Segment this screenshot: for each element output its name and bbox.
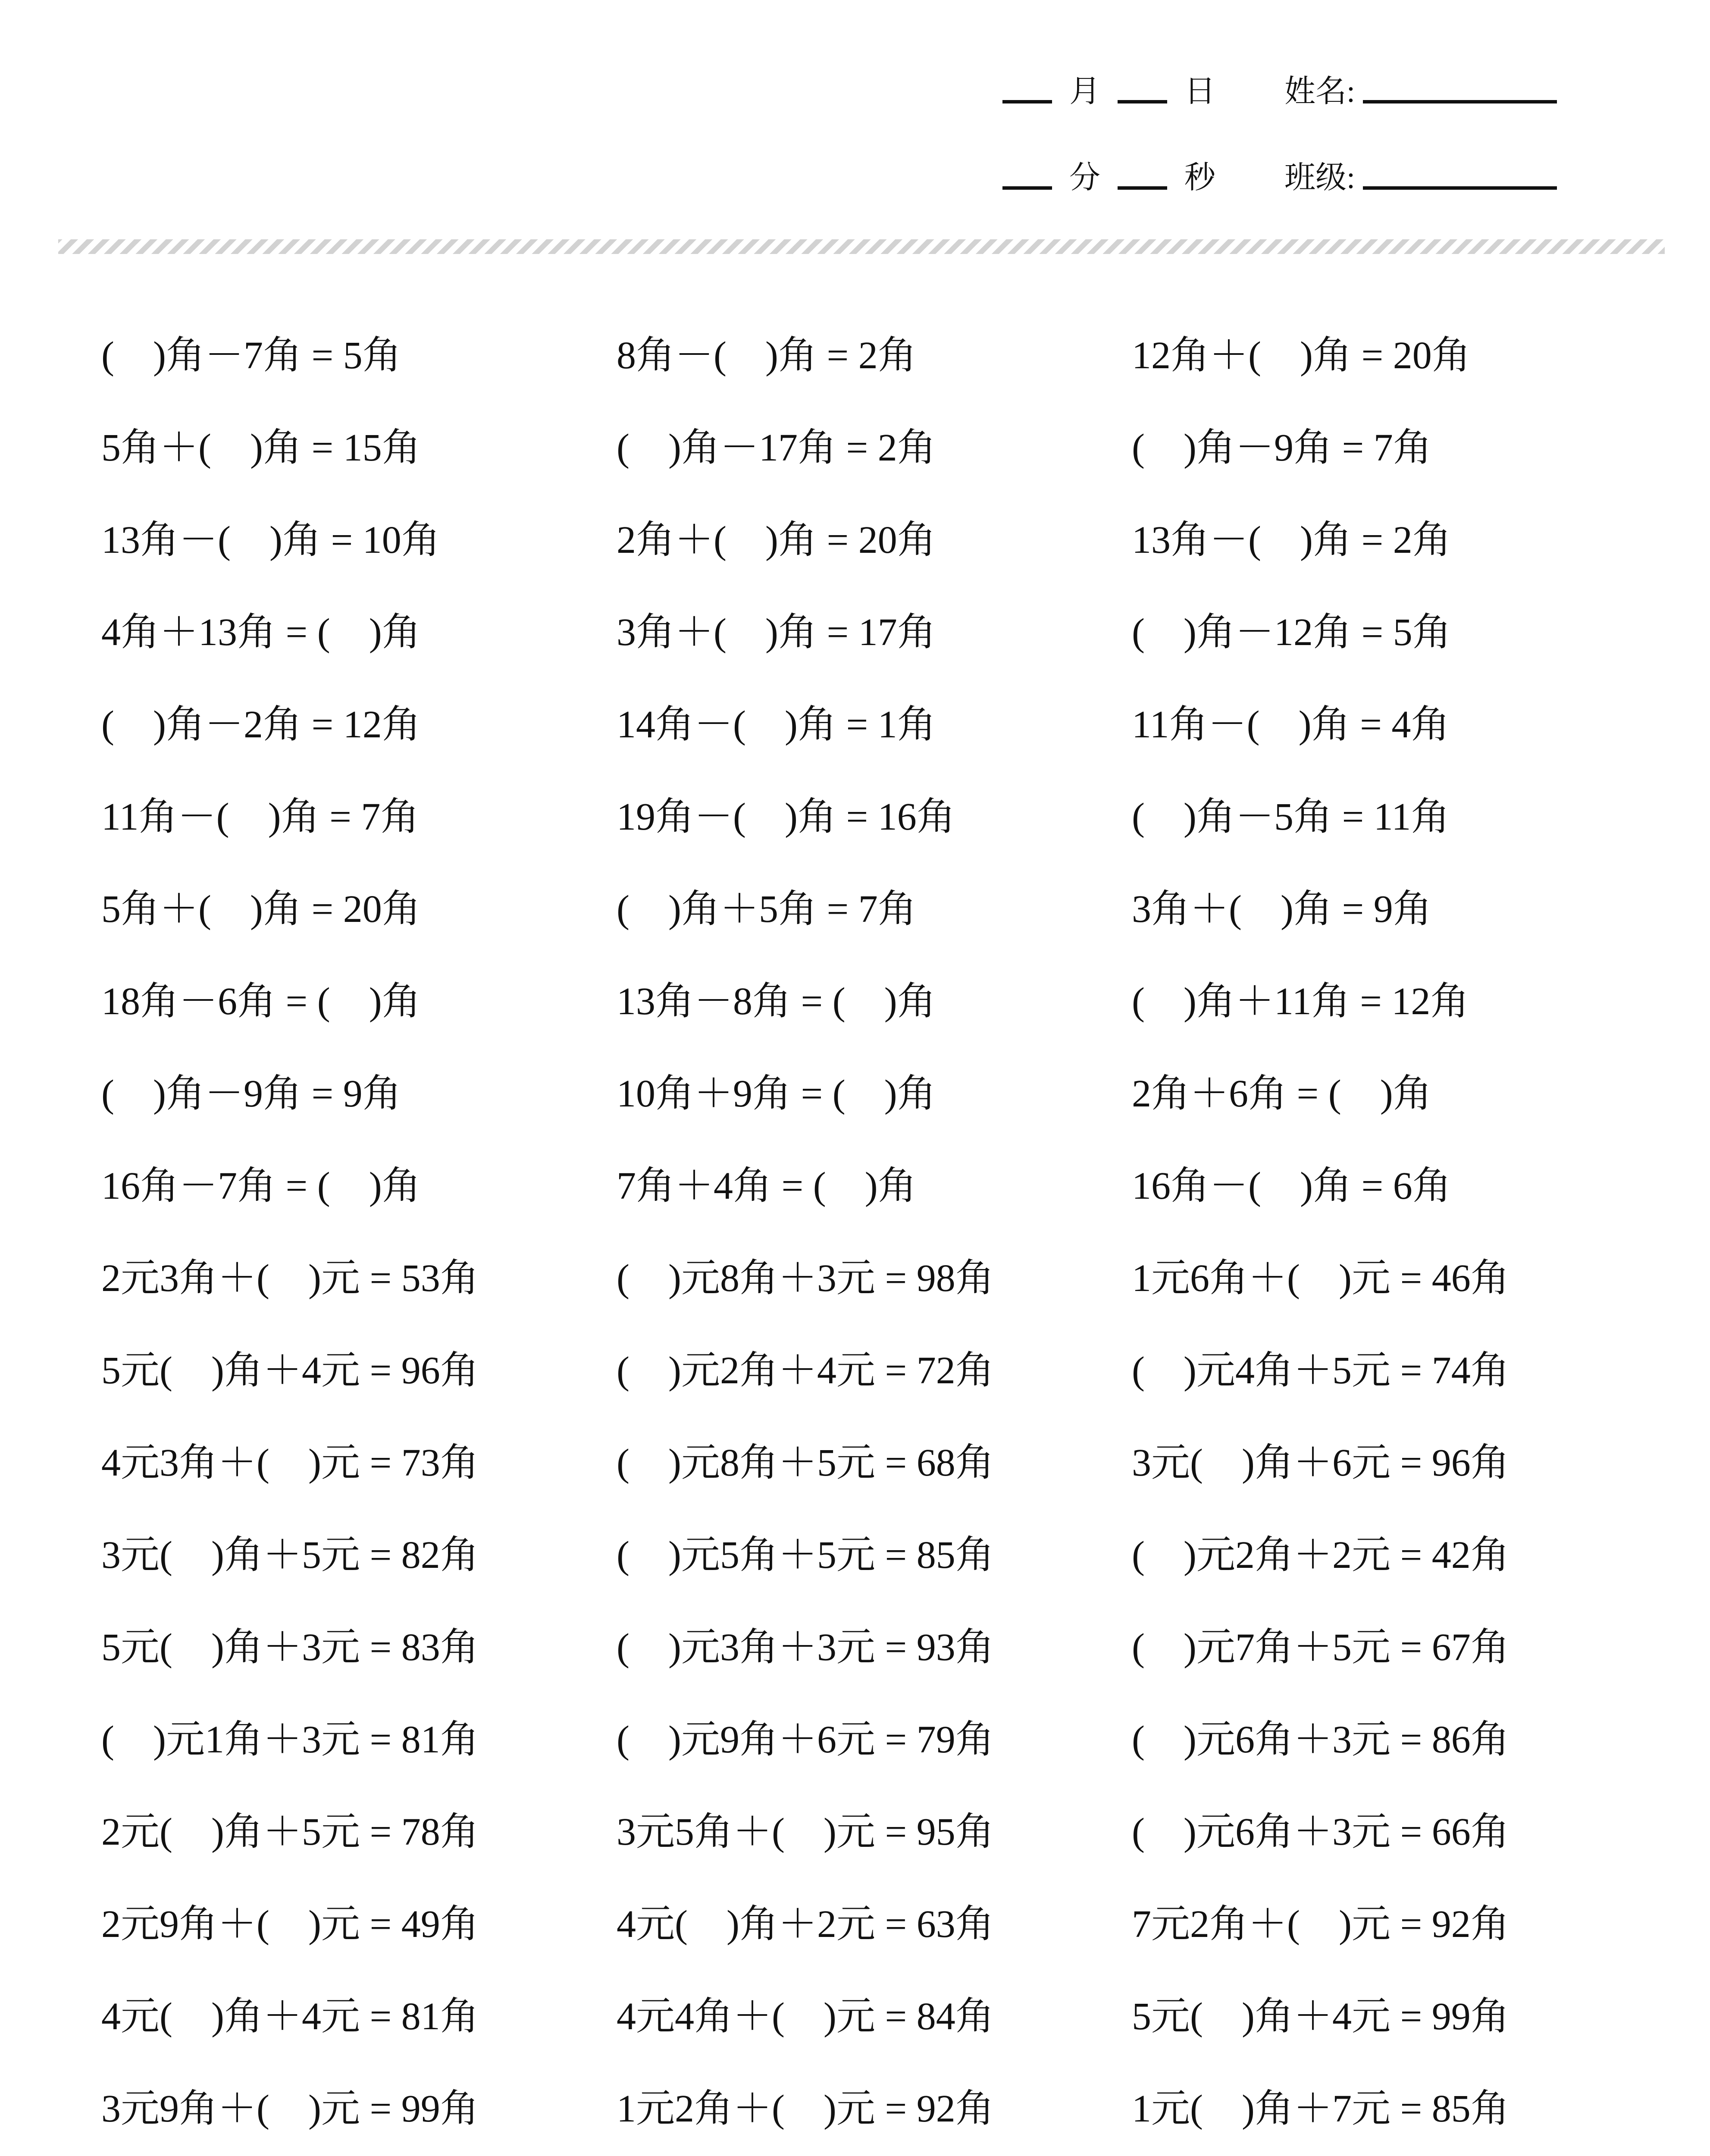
problem-item: ( )元2角＋4元 = 72角 — [617, 1349, 994, 1392]
problem-item: ( )角－12角 = 5角 — [1132, 611, 1451, 654]
problem-item: 18角－6角 = ( )角 — [101, 980, 421, 1023]
problem-item: 11角－( )角 = 7角 — [101, 796, 420, 838]
problem-item: ( )角－7角 = 5角 — [101, 334, 401, 377]
problem-item: 2角＋6角 = ( )角 — [1132, 1072, 1432, 1115]
problem-item: 2元( )角＋5元 = 78角 — [101, 1811, 479, 1853]
problem-item: 1元6角＋( )元 = 46角 — [1132, 1257, 1510, 1300]
day-label: 日 — [1184, 74, 1216, 109]
problem-item: 7角＋4角 = ( )角 — [617, 1165, 917, 1207]
date-name-row — [1002, 67, 1557, 110]
problem-item: ( )角－5角 = 11角 — [1132, 796, 1450, 838]
problem-item: 1元( )角＋7元 = 85角 — [1132, 2087, 1510, 2130]
problem-item: ( )角＋11角 = 12角 — [1132, 980, 1469, 1023]
problem-item: 5元( )角＋3元 = 83角 — [101, 1626, 479, 1669]
problem-item: 19角－( )角 = 16角 — [617, 796, 955, 838]
problem-item: 3角＋( )角 = 9角 — [1132, 888, 1432, 931]
problem-item: 5角＋( )角 = 15角 — [101, 426, 421, 469]
problem-item: ( )元1角＋3元 = 81角 — [101, 1718, 479, 1761]
month-blank[interactable] — [1002, 83, 1052, 103]
problem-item: ( )元8角＋3元 = 98角 — [617, 1257, 994, 1300]
problem-item: 16角－7角 = ( )角 — [101, 1165, 421, 1207]
problem-item: 5元( )角＋4元 = 96角 — [101, 1349, 479, 1392]
problem-item: 2元9角＋( )元 = 49角 — [101, 1903, 479, 1946]
problem-item: ( )元9角＋6元 = 79角 — [617, 1718, 994, 1761]
minute-blank[interactable] — [1002, 169, 1052, 190]
problem-item: 13角－( )角 = 2角 — [1132, 519, 1451, 561]
problem-item: 12角＋( )角 = 20角 — [1132, 334, 1471, 377]
problem-item: 8角－( )角 = 2角 — [617, 334, 917, 377]
problem-item: 5角＋( )角 = 20角 — [101, 888, 421, 931]
problem-item: 16角－( )角 = 6角 — [1132, 1165, 1451, 1207]
problem-item: ( )元7角＋5元 = 67角 — [1132, 1626, 1510, 1669]
problem-item: 5元( )角＋4元 = 99角 — [1132, 1995, 1510, 2038]
problem-item: 3元9角＋( )元 = 99角 — [101, 2087, 479, 2130]
problem-item: ( )角－17角 = 2角 — [617, 426, 936, 469]
problem-item: ( )角＋5角 = 7角 — [617, 888, 917, 931]
problem-item: 1元2角＋( )元 = 92角 — [617, 2087, 994, 2130]
problem-item: 4元( )角＋2元 = 63角 — [617, 1903, 994, 1946]
problem-item: 3元( )角＋6元 = 96角 — [1132, 1442, 1510, 1484]
problem-item: 4角＋13角 = ( )角 — [101, 611, 421, 654]
top-divider — [58, 239, 1665, 254]
day-blank[interactable] — [1118, 83, 1167, 103]
problem-item: 7元2角＋( )元 = 92角 — [1132, 1903, 1510, 1946]
problem-item: 4元3角＋( )元 = 73角 — [101, 1442, 479, 1484]
problem-item: 14角－( )角 = 1角 — [617, 703, 936, 746]
problem-item: ( )元8角＋5元 = 68角 — [617, 1442, 994, 1484]
worksheet-header — [0, 0, 1710, 224]
problem-item: ( )元5角＋5元 = 85角 — [617, 1534, 994, 1576]
month-label: 月 — [1069, 74, 1101, 109]
problem-item: ( )角－9角 = 7角 — [1132, 426, 1432, 469]
problem-item: ( )角－2角 = 12角 — [101, 703, 421, 746]
problem-item: 11角－( )角 = 4角 — [1132, 703, 1450, 746]
problem-item: 13角－( )角 = 10角 — [101, 519, 440, 561]
class-blank[interactable] — [1363, 169, 1557, 190]
problem-item: ( )元2角＋2元 = 42角 — [1132, 1534, 1510, 1576]
second-label: 秒 — [1184, 160, 1216, 195]
problem-item: 2角＋( )角 = 20角 — [617, 519, 936, 561]
class-label: 班级: — [1284, 160, 1356, 195]
problem-item: 10角＋9角 = ( )角 — [617, 1072, 936, 1115]
problem-item: 3角＋( )角 = 17角 — [617, 611, 936, 654]
problem-item: ( )元6角＋3元 = 66角 — [1132, 1811, 1510, 1853]
minute-label: 分 — [1069, 160, 1101, 195]
problem-item: 4元( )角＋4元 = 81角 — [101, 1995, 479, 2038]
second-blank[interactable] — [1118, 169, 1167, 190]
problem-grid — [101, 310, 1654, 2155]
time-class-row — [1002, 153, 1557, 196]
problem-item: 3元( )角＋5元 = 82角 — [101, 1534, 479, 1576]
problem-item: 2元3角＋( )元 = 53角 — [101, 1257, 479, 1300]
problem-item: ( )元4角＋5元 = 74角 — [1132, 1349, 1510, 1392]
name-label: 姓名: — [1284, 74, 1356, 109]
problem-item: 4元4角＋( )元 = 84角 — [617, 1995, 994, 2038]
problem-item: 13角－8角 = ( )角 — [617, 980, 936, 1023]
problem-item: 3元5角＋( )元 = 95角 — [617, 1811, 994, 1853]
problem-item: ( )元3角＋3元 = 93角 — [617, 1626, 994, 1669]
problem-item: ( )角－9角 = 9角 — [101, 1072, 401, 1115]
problem-item: ( )元6角＋3元 = 86角 — [1132, 1718, 1510, 1761]
name-blank[interactable] — [1363, 83, 1557, 103]
